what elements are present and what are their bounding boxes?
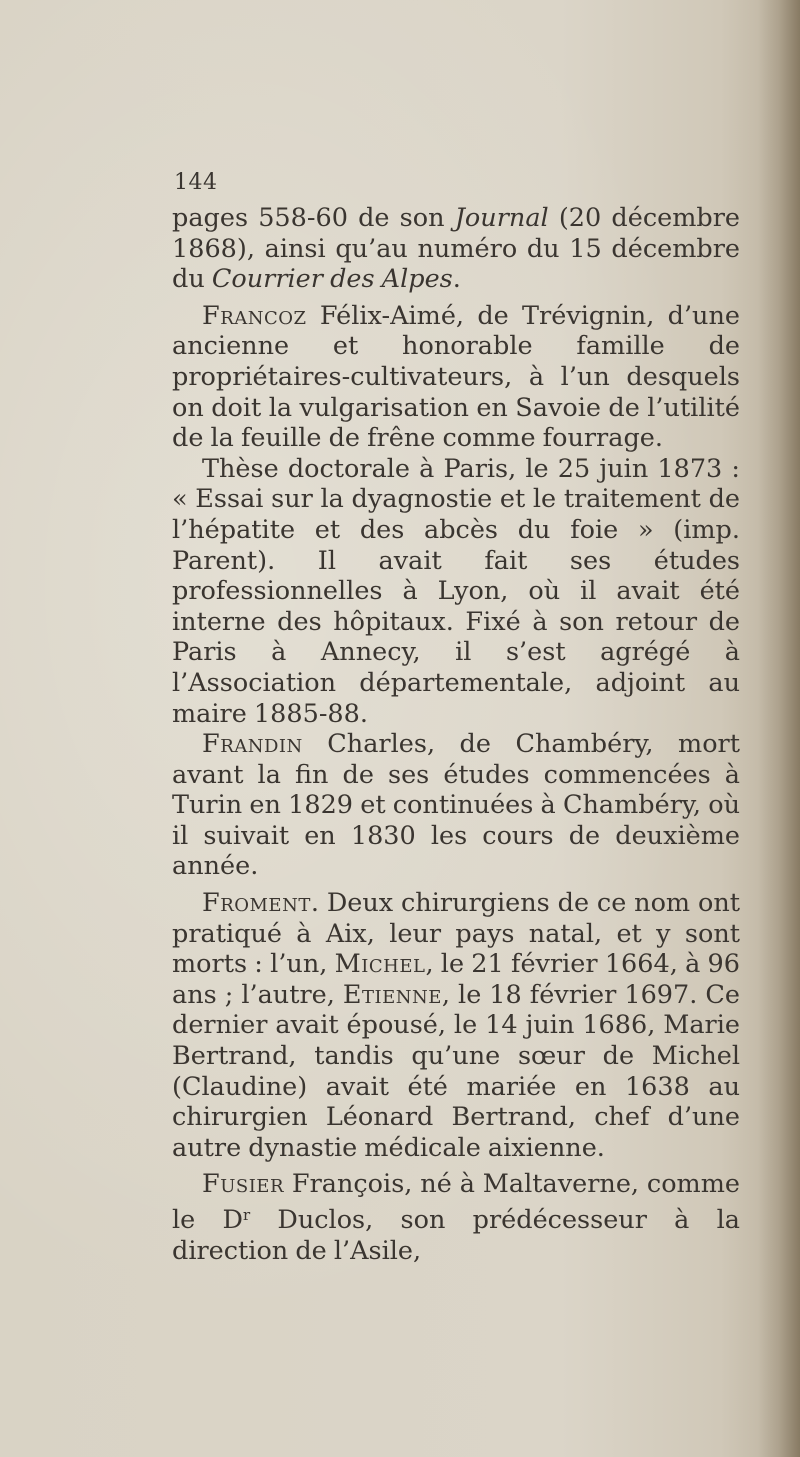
page-number: 144	[174, 170, 218, 195]
person-name: Michel	[334, 949, 426, 980]
paragraph-continuation: pages 558-60 de son Journal (20 décembre 1868), ainsi qu’au numéro du 15 décembre du Courrier des Alpes.	[172, 203, 740, 295]
entry-name: Francoz	[202, 300, 307, 331]
courrier-title: Courrier des Alpes	[211, 264, 453, 295]
entry-name: Frandin	[202, 729, 303, 760]
entry-fusier: Fusier François, né à Maltaverne, comme le $D^r$ Duclos, son prédécesseur à la direction de l’Asile,	[172, 1169, 741, 1266]
entry-name: Froment	[202, 888, 311, 919]
entry-frandin: Frandin Charles, de Chambéry, mort avant la fin de ses études commencées à Turin en 1829 et continuées à Chambéry, où il suivait en 1830 les cours de deuxième année.	[172, 729, 740, 882]
body-text	[172, 203, 740, 1266]
journal-title: Journal	[454, 203, 549, 233]
entry-froment: Froment. Deux chirurgiens de ce nom ont pratiqué à Aix, leur pays natal, et y sont morts : l’un, Michel, le 21 février 1664, à 96 ans ; l’autre, Etienne, le 18 février 1697. Ce dernier avait épousé, le 14 juin 1686, Marie Bertrand, tandis qu’une sœur de Michel (Claudine) avait été mariée en 1638 au chirurgien Léonard Bertrand, chef d’une autre dynastie médicale aixienne.	[172, 888, 740, 1163]
entry-name: Fusier	[202, 1169, 284, 1200]
page-edge-shadow	[758, 0, 800, 1457]
superscript: r	[242, 1206, 251, 1224]
entry-francoz: Francoz Félix-Aimé, de Trévignin, d’une ancienne et honorable famille de propriétaires-cultivateurs, à l’un desquels on doit la vulgarisation en Savoie de l’utilité de la feuille de frêne comme fourrage.	[172, 300, 740, 454]
entry-francoz-thesis: Thèse doctorale à Paris, le 25 juin 1873 : « Essai sur la dyagnostie et le traitement de l’hépatite et des abcès du foie » (imp. Parent). Il avait fait ses études professionnelles à Lyon, où il avait été interne des hôpitaux. Fixé à son retour de Paris à Annecy, il s’est agrégé à l’Association départementale, adjoint au maire 1885-88.	[172, 453, 740, 729]
person-name: Etienne	[342, 979, 442, 1010]
